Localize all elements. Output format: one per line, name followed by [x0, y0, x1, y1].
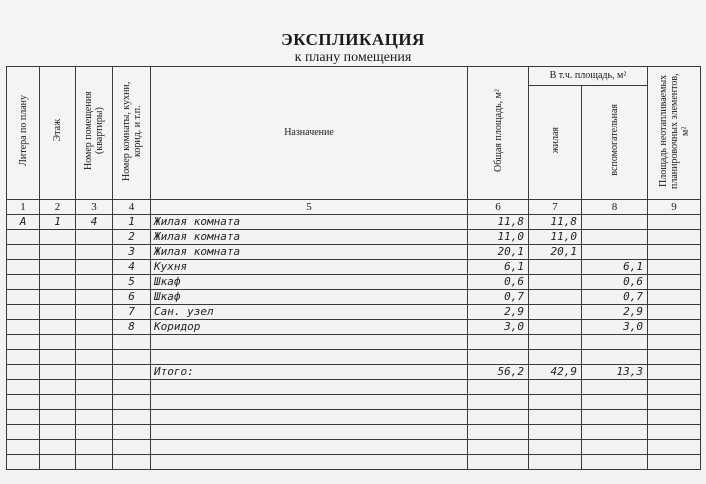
cell-living-area: [529, 275, 582, 290]
cell-auxiliary-area: [582, 230, 648, 245]
cell-floor: [40, 335, 76, 350]
cell-total-area: 0,6: [468, 275, 529, 290]
cell-litera: [7, 380, 40, 395]
cell-purpose: Жилая комната: [151, 245, 468, 260]
cell-total-area: [468, 410, 529, 425]
cell-litera: [7, 305, 40, 320]
cell-room-number: 3: [113, 245, 151, 260]
table-row: [7, 290, 701, 305]
column-number: 6: [468, 200, 529, 215]
table-row: [7, 350, 701, 365]
cell-floor: [40, 410, 76, 425]
cell-auxiliary-area: 2,9: [582, 305, 648, 320]
cell-apartment: [76, 395, 113, 410]
cell-total-area: 3,0: [468, 320, 529, 335]
cell-auxiliary-area: 13,3: [582, 365, 648, 380]
document-title: ЭКСПЛИКАЦИЯ: [281, 30, 425, 49]
explication-table: [6, 66, 701, 470]
column-number: 7: [529, 200, 582, 215]
table-row: [7, 440, 701, 455]
cell-apartment: [76, 425, 113, 440]
table-row: [7, 260, 701, 275]
cell-litera: [7, 320, 40, 335]
cell-apartment: [76, 290, 113, 305]
cell-auxiliary-area: [582, 440, 648, 455]
cell-living-area: 20,1: [529, 245, 582, 260]
cell-litera: [7, 395, 40, 410]
header-area-group: В т.ч. площадь, м²: [529, 67, 648, 86]
cell-living-area: [529, 350, 582, 365]
header-apartment-number: Номер помещения (квартиры): [76, 67, 113, 200]
cell-litera: [7, 365, 40, 380]
cell-purpose: [151, 440, 468, 455]
cell-room-number: 1: [113, 215, 151, 230]
cell-living-area: [529, 410, 582, 425]
cell-purpose: Кухня: [151, 260, 468, 275]
cell-room-number: 2: [113, 230, 151, 245]
cell-litera: [7, 440, 40, 455]
cell-litera: [7, 335, 40, 350]
cell-litera: [7, 245, 40, 260]
table-row: [7, 410, 701, 425]
cell-unheated-area: [648, 275, 701, 290]
table-row: [7, 380, 701, 395]
cell-apartment: [76, 320, 113, 335]
cell-apartment: [76, 305, 113, 320]
cell-total-area: 56,2: [468, 365, 529, 380]
cell-auxiliary-area: [582, 425, 648, 440]
cell-auxiliary-area: [582, 410, 648, 425]
header-total-area: Общая площадь, м²: [468, 67, 529, 200]
cell-total-area: 6,1: [468, 260, 529, 275]
table-row: [7, 245, 701, 260]
cell-total-area: [468, 395, 529, 410]
cell-litera: [7, 455, 40, 470]
cell-auxiliary-area: [582, 335, 648, 350]
cell-floor: [40, 305, 76, 320]
cell-apartment: [76, 410, 113, 425]
cell-room-number: [113, 410, 151, 425]
table-row: [7, 365, 701, 380]
column-number: 3: [76, 200, 113, 215]
cell-living-area: 11,8: [529, 215, 582, 230]
cell-room-number: 6: [113, 290, 151, 305]
cell-total-area: 0,7: [468, 290, 529, 305]
cell-purpose: [151, 380, 468, 395]
cell-apartment: 4: [76, 215, 113, 230]
cell-unheated-area: [648, 380, 701, 395]
cell-living-area: [529, 290, 582, 305]
cell-purpose: [151, 410, 468, 425]
cell-room-number: [113, 350, 151, 365]
cell-apartment: [76, 380, 113, 395]
cell-auxiliary-area: [582, 350, 648, 365]
column-number: 8: [582, 200, 648, 215]
cell-apartment: [76, 365, 113, 380]
cell-litera: [7, 425, 40, 440]
table-row: [7, 455, 701, 470]
cell-purpose: Жилая комната: [151, 230, 468, 245]
cell-living-area: 42,9: [529, 365, 582, 380]
cell-total-area: 11,8: [468, 215, 529, 230]
table-row: [7, 395, 701, 410]
column-number: 9: [648, 200, 701, 215]
cell-room-number: [113, 455, 151, 470]
column-numbers-row: [7, 200, 701, 215]
cell-unheated-area: [648, 320, 701, 335]
cell-litera: [7, 260, 40, 275]
cell-floor: [40, 245, 76, 260]
table-row: [7, 425, 701, 440]
cell-unheated-area: [648, 395, 701, 410]
table-row: [7, 335, 701, 350]
table-row: [7, 320, 701, 335]
cell-unheated-area: [648, 305, 701, 320]
cell-unheated-area: [648, 425, 701, 440]
cell-unheated-area: [648, 260, 701, 275]
cell-auxiliary-area: [582, 380, 648, 395]
cell-total-area: 20,1: [468, 245, 529, 260]
cell-purpose: [151, 350, 468, 365]
cell-purpose: [151, 335, 468, 350]
cell-total-area: 2,9: [468, 305, 529, 320]
cell-unheated-area: [648, 350, 701, 365]
cell-living-area: [529, 380, 582, 395]
cell-floor: [40, 365, 76, 380]
cell-floor: [40, 320, 76, 335]
cell-room-number: [113, 380, 151, 395]
cell-living-area: [529, 320, 582, 335]
cell-room-number: 5: [113, 275, 151, 290]
cell-room-number: [113, 365, 151, 380]
cell-auxiliary-area: 0,6: [582, 275, 648, 290]
cell-living-area: [529, 335, 582, 350]
cell-apartment: [76, 455, 113, 470]
column-number: 1: [7, 200, 40, 215]
cell-floor: [40, 350, 76, 365]
cell-apartment: [76, 245, 113, 260]
cell-total-area: [468, 440, 529, 455]
cell-total-area: [468, 350, 529, 365]
cell-purpose: Коридор: [151, 320, 468, 335]
cell-purpose: Шкаф: [151, 290, 468, 305]
cell-floor: [40, 260, 76, 275]
cell-litera: [7, 290, 40, 305]
header-auxiliary-area: вспомогательная: [582, 86, 648, 200]
cell-floor: 1: [40, 215, 76, 230]
cell-total-area: [468, 335, 529, 350]
cell-room-number: 7: [113, 305, 151, 320]
cell-total-area: [468, 380, 529, 395]
header-litera: Литера по плану: [7, 67, 40, 200]
cell-purpose: [151, 455, 468, 470]
cell-purpose: Итого:: [151, 365, 468, 380]
table-row: [7, 275, 701, 290]
cell-auxiliary-area: [582, 455, 648, 470]
cell-living-area: [529, 260, 582, 275]
cell-auxiliary-area: [582, 245, 648, 260]
cell-room-number: 8: [113, 320, 151, 335]
cell-auxiliary-area: [582, 395, 648, 410]
cell-room-number: [113, 395, 151, 410]
column-number: 2: [40, 200, 76, 215]
cell-total-area: [468, 455, 529, 470]
cell-unheated-area: [648, 215, 701, 230]
cell-litera: [7, 410, 40, 425]
cell-room-number: [113, 425, 151, 440]
cell-room-number: [113, 335, 151, 350]
cell-living-area: [529, 395, 582, 410]
cell-floor: [40, 455, 76, 470]
table-body: [7, 215, 701, 470]
header-floor: Этаж: [40, 67, 76, 200]
cell-unheated-area: [648, 335, 701, 350]
cell-total-area: 11,0: [468, 230, 529, 245]
cell-total-area: [468, 425, 529, 440]
cell-unheated-area: [648, 290, 701, 305]
cell-unheated-area: [648, 365, 701, 380]
cell-living-area: [529, 455, 582, 470]
column-number: 5: [151, 200, 468, 215]
document-subtitle: к плану помещения: [294, 50, 412, 65]
header-purpose: Назначение: [151, 67, 468, 200]
cell-purpose: Жилая комната: [151, 215, 468, 230]
cell-floor: [40, 290, 76, 305]
header-room-number: Номер комнаты, кухни, корид. и т.п.: [113, 67, 151, 200]
cell-unheated-area: [648, 245, 701, 260]
cell-room-number: [113, 440, 151, 455]
cell-floor: [40, 395, 76, 410]
table-row: [7, 305, 701, 320]
cell-purpose: [151, 425, 468, 440]
cell-auxiliary-area: [582, 215, 648, 230]
cell-unheated-area: [648, 440, 701, 455]
cell-floor: [40, 380, 76, 395]
cell-litera: [7, 230, 40, 245]
header-living-area: жилая: [529, 86, 582, 200]
cell-litera: А: [7, 215, 40, 230]
cell-purpose: [151, 395, 468, 410]
cell-purpose: Сан. узел: [151, 305, 468, 320]
cell-auxiliary-area: 6,1: [582, 260, 648, 275]
cell-living-area: [529, 440, 582, 455]
cell-purpose: Шкаф: [151, 275, 468, 290]
column-number: 4: [113, 200, 151, 215]
cell-unheated-area: [648, 230, 701, 245]
cell-living-area: 11,0: [529, 230, 582, 245]
header-row-1: [7, 67, 701, 86]
cell-apartment: [76, 335, 113, 350]
cell-unheated-area: [648, 455, 701, 470]
cell-room-number: 4: [113, 260, 151, 275]
cell-unheated-area: [648, 410, 701, 425]
cell-apartment: [76, 230, 113, 245]
cell-auxiliary-area: 0,7: [582, 290, 648, 305]
cell-apartment: [76, 350, 113, 365]
cell-litera: [7, 350, 40, 365]
table-row: [7, 230, 701, 245]
cell-floor: [40, 440, 76, 455]
cell-auxiliary-area: 3,0: [582, 320, 648, 335]
cell-living-area: [529, 425, 582, 440]
cell-apartment: [76, 275, 113, 290]
table-row: [7, 215, 701, 230]
cell-apartment: [76, 440, 113, 455]
cell-floor: [40, 275, 76, 290]
cell-apartment: [76, 260, 113, 275]
cell-floor: [40, 425, 76, 440]
header-unheated-area: Площадь неотапливаемых планировочных элементов, м²: [648, 67, 701, 200]
cell-living-area: [529, 305, 582, 320]
cell-litera: [7, 275, 40, 290]
cell-floor: [40, 230, 76, 245]
